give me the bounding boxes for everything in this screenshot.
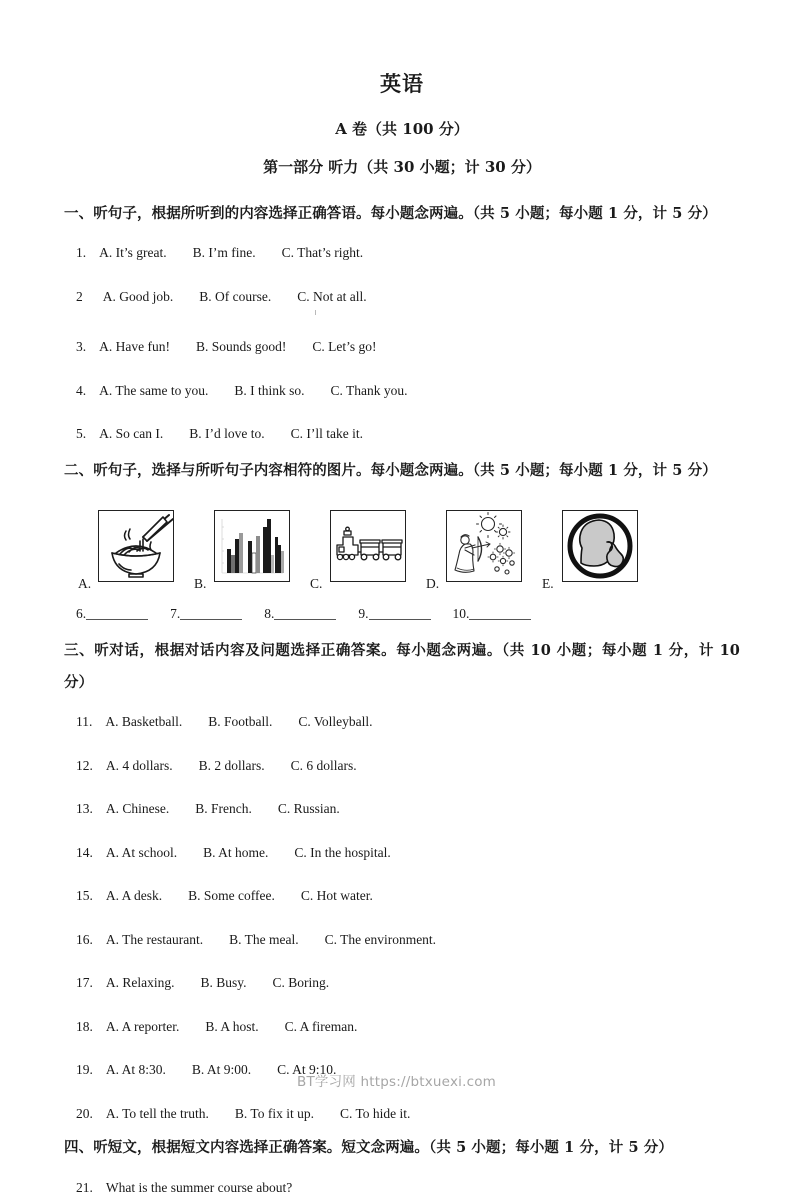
paper-subtitle: A 卷（共 100 分）	[335, 120, 469, 138]
blank-item	[76, 606, 148, 622]
question-row	[64, 246, 740, 260]
option-b[interactable]: B. At 9:00.	[191, 1062, 252, 1078]
blank-number: 8.	[264, 606, 275, 622]
question-row	[64, 802, 740, 816]
question-row	[64, 427, 740, 441]
question-row	[64, 1020, 740, 1034]
option-b[interactable]: B. I’m fine.	[192, 245, 256, 261]
picture-label-e: E.	[542, 576, 554, 592]
option-a[interactable]: A. Good job.	[102, 288, 174, 304]
question-number: 21.	[76, 1179, 93, 1195]
picture-options-row	[64, 500, 740, 592]
section-3-questions	[64, 715, 740, 1120]
option-c[interactable]: C. Volleyball.	[298, 714, 373, 730]
option-b[interactable]: B. I’d love to.	[189, 426, 265, 442]
option-b[interactable]: B. 2 dollars.	[198, 757, 265, 773]
noodle-bowl-icon	[98, 510, 174, 582]
question-number: 1.	[76, 245, 87, 261]
blank-item	[264, 606, 336, 622]
question-number: 5.	[76, 426, 87, 442]
question-number: 2	[76, 288, 83, 304]
picture-option-b[interactable]	[194, 500, 314, 592]
picture-label-b: B.	[194, 576, 207, 592]
section-2-heading: 二、听句子，选择与所听句子内容相符的图片。每小题念两遍。（共 5 小题；每小题 1 分，计 5 分）	[64, 461, 717, 479]
option-a[interactable]: A. Chinese.	[105, 801, 170, 817]
blank-number: 9.	[358, 606, 369, 622]
blank-input[interactable]	[469, 608, 531, 620]
question-row	[64, 290, 740, 304]
option-a[interactable]: A. So can I.	[99, 426, 164, 442]
option-a[interactable]: A. 4 dollars.	[105, 757, 173, 773]
option-c[interactable]: C. Boring.	[272, 975, 330, 991]
option-c[interactable]: C. 6 dollars.	[290, 757, 357, 773]
archer-shooting-suns-icon	[446, 510, 522, 582]
option-b[interactable]: B. Some coffee.	[188, 888, 275, 904]
section-1-heading: 一、听句子，根据所听到的内容选择正确答语。每小题念两遍。（共 5 小题；每小题 1 分，计 5 分）	[64, 205, 717, 222]
option-b[interactable]: B. Sounds good!	[195, 339, 287, 355]
option-b[interactable]: B. The meal.	[229, 931, 299, 947]
bar-chart-icon	[214, 510, 290, 582]
question-row	[64, 340, 740, 354]
section-1-questions	[64, 246, 740, 441]
option-a[interactable]: A. It’s great.	[99, 245, 167, 261]
option-b[interactable]: B. Busy.	[200, 975, 247, 991]
option-c[interactable]: C. I’ll take it.	[290, 426, 363, 442]
option-a[interactable]: A. Basketball.	[105, 714, 183, 730]
page-content	[64, 0, 740, 1194]
option-a[interactable]: A. The restaurant.	[105, 931, 204, 947]
blank-item	[453, 606, 532, 622]
option-b[interactable]: B. I think so.	[234, 382, 305, 398]
part-title: 第一部分 听力（共 30 小题；计 30 分）	[263, 158, 541, 176]
picture-option-c[interactable]	[310, 500, 430, 592]
page-title: 英语	[380, 71, 424, 96]
option-c[interactable]: C. Thank you.	[330, 382, 408, 398]
blank-item	[170, 606, 242, 622]
question-number: 14.	[76, 844, 93, 860]
blank-input[interactable]	[274, 608, 336, 620]
question-row	[64, 759, 740, 773]
option-c[interactable]: C. Let’s go!	[312, 339, 377, 355]
option-c[interactable]: C. The environment.	[324, 931, 437, 947]
question-row	[64, 889, 740, 903]
blank-input[interactable]	[369, 608, 431, 620]
question-number: 17.	[76, 975, 93, 991]
question-number: 13.	[76, 801, 93, 817]
option-b[interactable]: B. To fix it up.	[234, 1105, 314, 1121]
question-row	[64, 1107, 740, 1121]
picture-label-c: C.	[310, 576, 323, 592]
blank-item	[358, 606, 430, 622]
option-c[interactable]: C. That’s right.	[281, 245, 364, 261]
option-c[interactable]: C. In the hospital.	[294, 844, 391, 860]
option-a[interactable]: A. Relaxing.	[105, 975, 175, 991]
option-b[interactable]: B. At home.	[203, 844, 269, 860]
question-number: 11.	[76, 714, 93, 730]
option-c[interactable]: C. To hide it.	[339, 1105, 411, 1121]
section-3-heading: 三、听对话，根据对话内容及问题选择正确答案。每小题念两遍。（共 10 小题；每小题 1 分，计 10 分）	[64, 642, 740, 691]
option-c[interactable]: C. A fireman.	[284, 1018, 358, 1034]
option-c[interactable]: C. Hot water.	[300, 888, 373, 904]
section-4-heading: 四、听短文，根据短文内容选择正确答案。短文念两遍。（共 5 小题；每小题 1 分，计 5 分）	[64, 1139, 674, 1157]
question-row	[64, 384, 740, 398]
watermark: BT学习网 https://btxuexi.com	[296, 1074, 497, 1090]
question-number: 4.	[76, 382, 87, 398]
question-number: 18.	[76, 1018, 93, 1034]
option-a[interactable]: A. At 8:30.	[105, 1062, 166, 1078]
question-row	[64, 1181, 740, 1195]
picture-option-d[interactable]	[426, 500, 546, 592]
option-a[interactable]: A. A reporter.	[105, 1018, 180, 1034]
blank-input[interactable]	[86, 608, 148, 620]
question-number: 12.	[76, 757, 93, 773]
option-a[interactable]: A. At school.	[105, 844, 178, 860]
option-a[interactable]: A. Have fun!	[99, 339, 170, 355]
option-b[interactable]: B. Of course.	[199, 288, 272, 304]
question-number: 19.	[76, 1062, 93, 1078]
picture-label-a: A.	[78, 576, 92, 592]
option-b[interactable]: B. A host.	[205, 1018, 259, 1034]
picture-option-a[interactable]	[78, 500, 198, 592]
question-row	[64, 976, 740, 990]
option-a[interactable]: A. A desk.	[105, 888, 163, 904]
question-row	[64, 933, 740, 947]
option-c[interactable]: C. Not at all.	[297, 288, 367, 304]
question-number: 15.	[76, 888, 93, 904]
section-4-questions	[64, 1181, 740, 1195]
question-number: 3.	[76, 339, 87, 355]
question-row	[64, 715, 740, 729]
picture-label-d: D.	[426, 576, 440, 592]
blank-number: 10.	[452, 606, 470, 622]
blank-input[interactable]	[180, 608, 242, 620]
option-b[interactable]: B. French.	[195, 801, 252, 817]
option-c[interactable]: C. Russian.	[277, 801, 340, 817]
blank-number: 6.	[76, 606, 87, 622]
picture-option-e[interactable]	[542, 500, 662, 592]
answer-blanks-row	[64, 606, 740, 622]
silence-head-icon	[562, 510, 638, 582]
train-icon	[330, 510, 406, 582]
blank-number: 7.	[170, 606, 181, 622]
option-a[interactable]: A. To tell the truth.	[105, 1105, 209, 1121]
question-number: 20.	[76, 1105, 93, 1121]
question-row	[64, 846, 740, 860]
question-text: What is the summer course about?	[105, 1179, 293, 1195]
option-b[interactable]: B. Football.	[208, 714, 273, 730]
option-a[interactable]: A. The same to you.	[99, 382, 209, 398]
question-number: 16.	[76, 931, 93, 947]
option-c[interactable]: C. At 9:10.	[277, 1062, 337, 1078]
